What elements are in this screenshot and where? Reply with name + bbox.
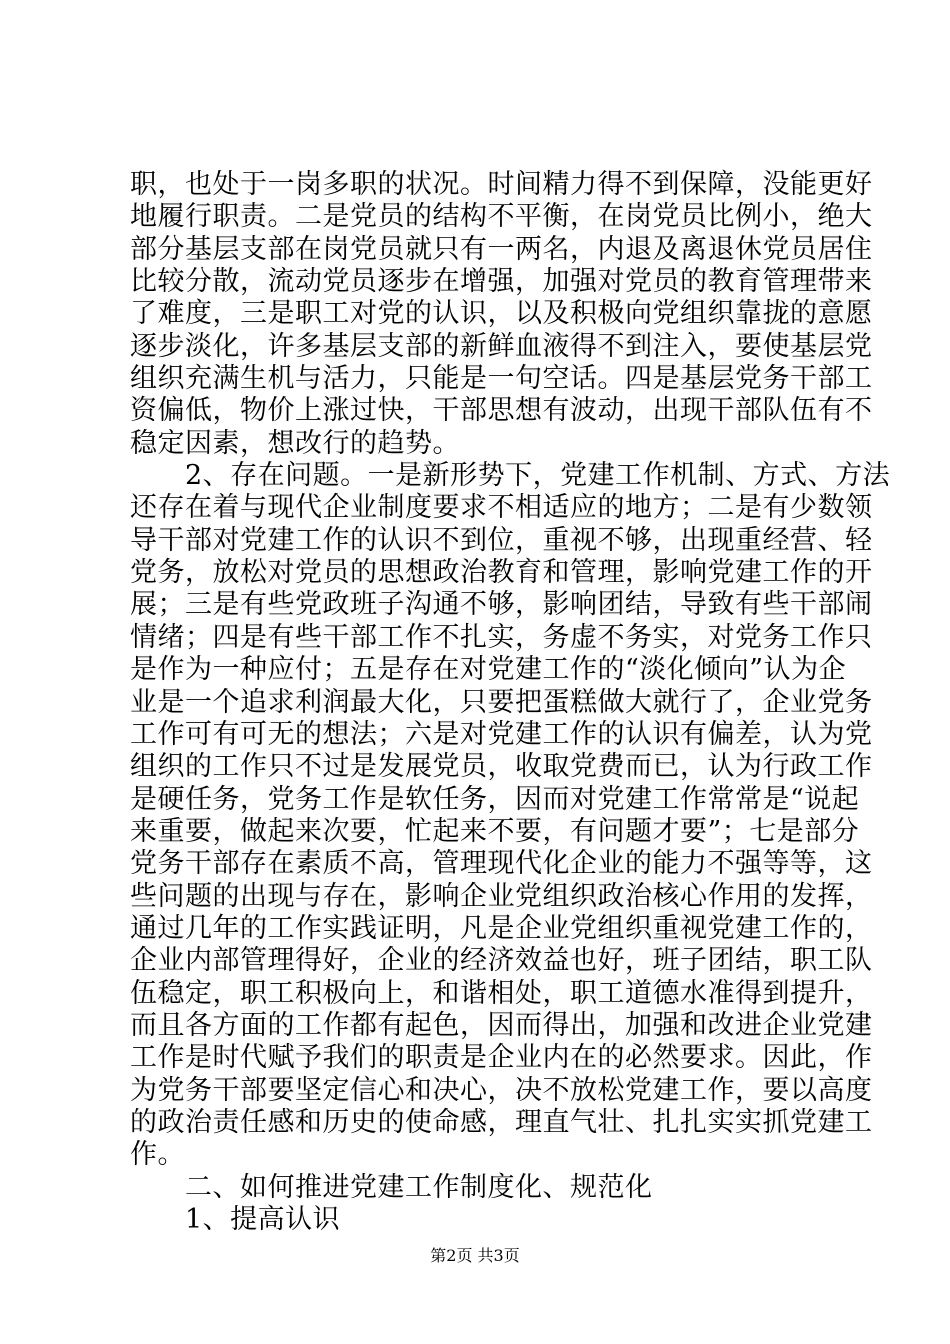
text-line: 工作是时代赋予我们的职责是企业内在的必然要求。因此，作 xyxy=(130,1042,873,1074)
text-line: 作。 xyxy=(130,1139,185,1171)
text-line: 的政治责任感和历史的使命感，理直气壮、扎扎实实抓党建工 xyxy=(130,1106,873,1138)
text-line: 工作可有可无的想法；六是对党建工作的认识有偏差，认为党 xyxy=(130,718,873,750)
text-line: 企业内部管理得好，企业的经济效益也好，班子团结，职工队 xyxy=(130,945,873,977)
text-line: 导干部对党建工作的认识不到位，重视不够，出现重经营、轻 xyxy=(130,524,873,556)
text-line: 情绪；四是有些干部工作不扎实，务虚不务实，对党务工作只 xyxy=(130,621,873,653)
text-line: 业是一个追求利润最大化，只要把蛋糕做大就行了，企业党务 xyxy=(130,686,873,718)
text-line: 而且各方面的工作都有起色，因而得出，加强和改进企业党建 xyxy=(130,1009,873,1041)
text-line: 组织的工作只不过是发展党员，收取党费而已，认为行政工作 xyxy=(130,751,873,783)
text-line: 地履行职责。二是党员的结构不平衡，在岗党员比例小，绝大 xyxy=(130,201,873,233)
text-line: 些问题的出现与存在，影响企业党组织政治核心作用的发挥， xyxy=(130,880,873,912)
text-line: 伍稳定，职工积极向上，和谐相处，职工道德水准得到提升， xyxy=(130,977,873,1009)
text-line: 通过几年的工作实践证明，凡是企业党组织重视党建工作的， xyxy=(130,912,873,944)
text-line: 展；三是有些党政班子沟通不够，影响团结，导致有些干部闹 xyxy=(130,589,873,621)
section-heading: 二、如何推进党建工作制度化、规范化 xyxy=(130,1171,653,1203)
text-line: 为党务干部要坚定信心和决心，决不放松党建工作，要以高度 xyxy=(130,1074,873,1106)
subsection-heading: 1、提高认识 xyxy=(130,1204,341,1235)
text-line: 资偏低，物价上涨过快，干部思想有波动，出现干部队伍有不 xyxy=(130,395,873,427)
text-line: 是硬任务，党务工作是软任务，因而对党建工作常常是“说起 xyxy=(130,783,860,815)
text-line: 党务干部存在素质不高，管理现代化企业的能力不强等等，这 xyxy=(130,848,873,880)
text-line: 比较分散，流动党员逐步在增强，加强对党员的教育管理带来 xyxy=(130,266,873,298)
page-footer: 第2页 共3页 xyxy=(430,1246,520,1265)
text-line: 稳定因素，想改行的趋势。 xyxy=(130,427,460,459)
text-line: 党务，放松对党员的思想政治教育和管理，影响党建工作的开 xyxy=(130,557,873,589)
text-line: 2、存在问题。一是新形势下，党建工作机制、方式、方法 xyxy=(130,460,891,492)
text-line: 职，也处于一岗多职的状况。时间精力得不到保障，没能更好 xyxy=(130,169,873,200)
text-line: 组织充满生机与活力，只能是一句空话。四是基层党务干部工 xyxy=(130,363,873,395)
text-line: 来重要，做起来次要，忙起来不要，有问题才要”；七是部分 xyxy=(130,815,860,847)
text-line: 了难度，三是职工对党的认识，以及积极向党组织靠拢的意愿 xyxy=(130,298,873,330)
body-text xyxy=(130,169,891,1236)
text-line: 逐步淡化，许多基层支部的新鲜血液得不到注入，要使基层党 xyxy=(130,330,873,362)
text-line: 是作为一种应付；五是存在对党建工作的“淡化倾向”认为企 xyxy=(130,654,847,686)
text-line: 部分基层支部在岗党员就只有一两名，内退及离退休党员居住 xyxy=(130,233,873,265)
text-line: 还存在着与现代企业制度要求不相适应的地方；二是有少数领 xyxy=(130,492,873,524)
